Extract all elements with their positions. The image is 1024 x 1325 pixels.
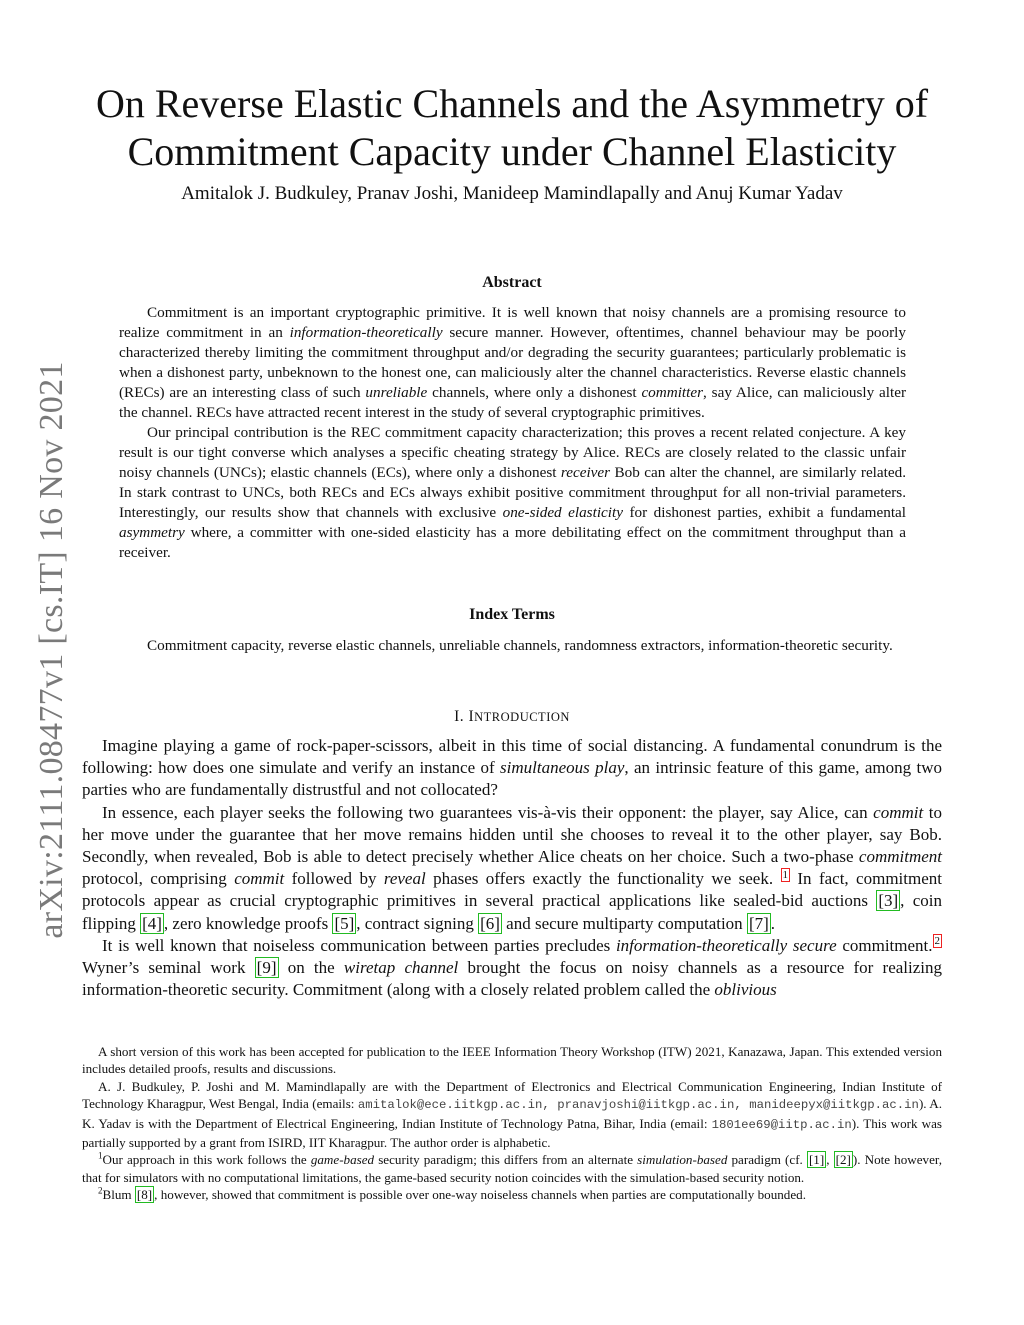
section-heading-introduction [60, 708, 964, 726]
text-run: brought the focus on noisy channels as a resource for realizing information-theoretic security. Commitment (along with a closely related problem called the [82, 958, 943, 1000]
text-run: ). A. K. Yadav is with the Department of Electrical Engineering, Indian Institute of Technology Patna, Bihar, India (email: [82, 1096, 942, 1131]
text-run: , coin flipping [82, 891, 942, 933]
emphasis: game-based [310, 1152, 375, 1168]
title-line-1: On Reverse Elastic Channels and the Asymmetry of [95, 81, 929, 126]
intro-paragraph-2 [82, 802, 942, 935]
citation-link-7[interactable]: [7] [748, 913, 769, 933]
heading-smallcaps: NTRODUCTION [474, 710, 570, 724]
abstract-paragraph-2 [119, 423, 906, 563]
text-run: to her move under the guarantee that her move remains hidden until she chooses to reveal it to the other player, say Bob. Secondly, when revealed, Bob is able to detect precisely whether Alice cheats on her choice. Such a two-phase [82, 802, 942, 867]
citation-link-2[interactable]: [2] [835, 1152, 851, 1168]
text-run: and secure multiparty computation [501, 913, 747, 933]
heading-number: I. I [454, 708, 475, 725]
text-run: where, a committer with one-sided elasticity has a more debilitating effect on the commitment throughput than a receiver. [119, 524, 906, 561]
abstract-body [119, 303, 906, 563]
introduction-body [82, 735, 942, 1001]
intro-paragraph-1 [82, 735, 942, 802]
emphasis: one-sided elasticity [502, 504, 623, 521]
footnote-short-version: A short version of this work has been accepted for publication to the IEEE Information Theory Workshop (ITW) 2021, Kanazawa, Japan. This extended version includes detailed proofs, results and discussions. [82, 1044, 942, 1077]
text-run: Blum [102, 1187, 135, 1203]
text-run: , an intrinsic feature of this game, among two parties who are fundamentally distrustful and not collocated? [82, 758, 942, 800]
citation-link-6[interactable]: [6] [480, 913, 500, 933]
text-run: In essence, each player seeks the following two guarantees vis-à-vis their opponent: the player, say Alice, can [102, 802, 874, 822]
text-run: , zero knowledge proofs [163, 913, 333, 933]
author-list: Amitalok J. Budkuley, Pranav Joshi, Manideep Mamindlapally and Anuj Kumar Yadav [181, 183, 843, 204]
emphasis: simulation-based [637, 1152, 728, 1168]
citation-link-4[interactable]: [4] [142, 913, 162, 933]
emphasis: reveal [383, 869, 426, 889]
text-run: Imagine playing a game of rock-paper-scissors, albeit in this time of social distancing. A fundamental conundrum is the following: how does one simulate and verify an instance of [82, 736, 942, 778]
text-run: on the [278, 958, 344, 978]
text-run: followed by [284, 869, 384, 889]
footnote-number: 1 [98, 1151, 103, 1162]
index-terms-body [119, 636, 906, 656]
text-run: for dishonest parties, exhibit a fundamental [622, 504, 907, 521]
text-run: Commitment is an important cryptographic primitive. It is well known that noisy channels are a promising resource to realize commitment in an [119, 304, 906, 341]
emphasis: information-theoretically [289, 324, 443, 341]
footnotes [82, 1043, 942, 1204]
text-run: It is well known that noiseless communication between parties precludes [102, 935, 616, 955]
text-run: . [770, 913, 776, 933]
citation-link-8[interactable]: [8] [136, 1187, 153, 1203]
abstract-paragraph-1 [119, 303, 906, 423]
text-run: ). Note however, that for simulators with no computational limitations, the game-based security notion coincides with the simulation-based security notion. [82, 1152, 942, 1185]
footnote-1 [82, 1151, 942, 1186]
text-run: Bob can alter the channel, are similarly related. In stark contrast to UNCs, both RECs and ECs always exhibit positive commitment throughput for all non-trivial parameters. Interestingly, our results show that channels with exclusive [119, 464, 906, 521]
citation-link-3[interactable]: [3] [878, 891, 899, 911]
title-line-2: Commitment Capacity under Channel Elasticity [127, 129, 897, 174]
text-run: security paradigm; this differs from an alternate [374, 1152, 638, 1168]
text-run: Our approach in this work follows the [102, 1152, 311, 1168]
text-run: channels, where only a dishonest [427, 384, 642, 401]
paper-title [60, 80, 964, 176]
text-run: commitment. [836, 935, 933, 955]
emphasis: commitment [858, 847, 942, 867]
index-terms-text: Commitment capacity, reverse elastic channels, unreliable channels, randomness extractors, information-theoretic security. [147, 637, 893, 654]
text-run: ). This work was partially supported by a grant from ISIRD, IIT Kharagpur. The author order is alphabetic. [82, 1115, 942, 1151]
emphasis: commit [234, 869, 285, 889]
text-run: paradigm (cf. [727, 1152, 807, 1168]
text-run: Wyner’s seminal work [82, 958, 255, 978]
footnote-ref-2[interactable]: 2 [934, 935, 941, 948]
index-terms-heading: Index Terms [469, 606, 555, 623]
emphasis: unreliable [365, 384, 428, 401]
footnote-number: 2 [98, 1185, 103, 1196]
emphasis: receiver [560, 464, 611, 481]
text-run: phases offers exactly the functionality we seek. [425, 869, 781, 889]
emphasis: oblivious [714, 980, 777, 1000]
footnote-2 [82, 1186, 942, 1203]
citation-link-9[interactable]: [9] [256, 958, 277, 978]
text-run: A. J. Budkuley, P. Joshi and M. Mamindlapally are with the Department of Electronics and Electrical Communication Engineering, Indian Institute of Technology Kharagpur, West Bengal, India (emails: [82, 1078, 942, 1112]
emphasis: committer [641, 384, 704, 401]
author-emails[interactable]: amitalok@ece.iitkgp.ac.in, pranavjoshi@iitkgp.ac.in, manideepyx@iitkgp.ac.in [357, 1098, 919, 1113]
emphasis: wiretap channel [343, 958, 459, 978]
text-run: protocol, comprising [82, 869, 235, 889]
footnote-affiliations [82, 1078, 942, 1152]
text-run: , however, showed that commitment is possible over one-way noiseless channels when parties are computationally bounded. [154, 1187, 806, 1203]
text-run: Our principal contribution is the REC commitment capacity characterization; this proves a recent related conjecture. A key result is our tight converse which analyses a specific cheating strategy by Alice. RECs are closely related to the classic unfair noisy channels (UNCs); elastic channels (ECs), where only a dishonest [119, 424, 906, 481]
text-run: , [826, 1152, 834, 1168]
citation-link-1[interactable]: [1] [808, 1152, 825, 1168]
text-run: In fact, commitment protocols appear as crucial cryptographic primitives in several practical applications like sealed-bid auctions [82, 869, 942, 911]
intro-paragraph-3 [82, 935, 942, 1002]
footnote-ref-1[interactable]: 1 [782, 868, 788, 881]
emphasis: commit [873, 802, 924, 822]
emphasis: information-theoretically secure [615, 935, 837, 955]
text-run: secure manner. However, oftentimes, channel behaviour may be poorly characterized thereby limiting the commitment throughput and/or degrading the security guarantees; particularly problematic is when a dishonest party, unbeknown to the honest one, can maliciously alter the channel characteristics. Reverse elastic channels (RECs) are an interesting class of such [119, 324, 906, 401]
text-run: , contract signing [356, 913, 479, 933]
arxiv-identifier[interactable]: arXiv:2111.08477v1 [cs.IT] 16 Nov 2021 [33, 361, 70, 939]
author-email-yadav[interactable]: 1801ee69@iitp.ac.in [711, 1117, 852, 1132]
abstract-heading: Abstract [482, 274, 542, 291]
text-run: , say Alice, can maliciously alter the channel. RECs have attracted recent interest in the study of several cryptographic primitives. [119, 384, 907, 421]
emphasis: simultaneous play [500, 758, 625, 778]
citation-link-5[interactable]: [5] [334, 913, 355, 933]
emphasis: asymmetry [119, 524, 185, 541]
